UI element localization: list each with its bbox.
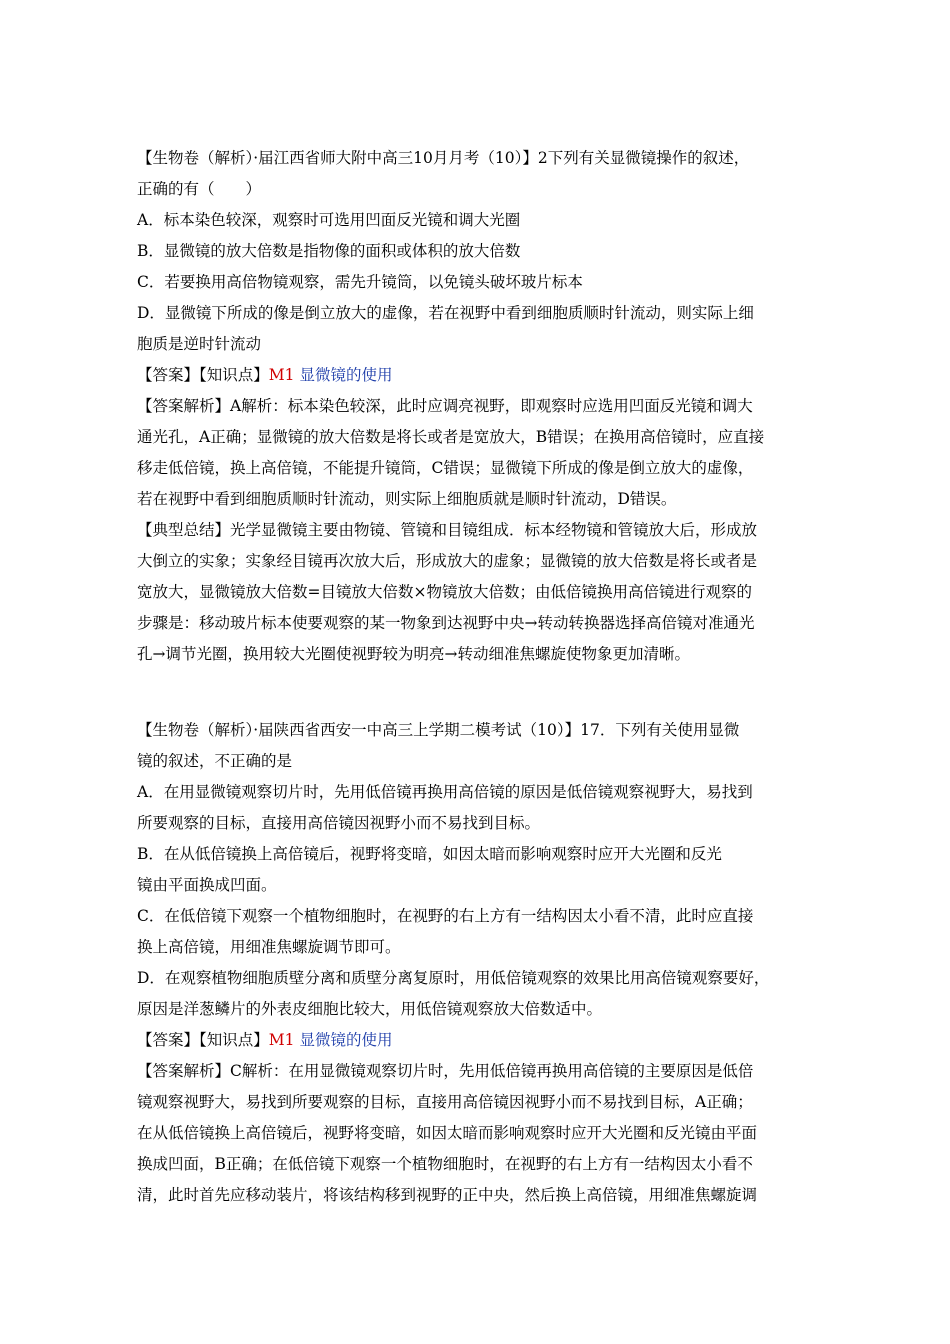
q2-analysis-line xyxy=(137,1056,827,1087)
q2-option-a-cont: 所要观察的目标，直接用高倍镜因视野小而不易找到目标。 xyxy=(137,814,541,832)
answer-label: 【答案】【知识点】 xyxy=(137,366,269,384)
q2-line: 镜的叙述，不正确的是 xyxy=(137,752,293,770)
analysis-text: C解析：在用显微镜观察切片时，先用低倍镜再换用高倍镜的主要原因是低倍 xyxy=(230,1062,754,1080)
q1-analysis-line: 若在视野中看到细胞质顺时针流动，则实际上细胞质就是顺时针流动，D错误。 xyxy=(137,490,677,508)
question-2 xyxy=(137,715,827,1211)
question-1 xyxy=(137,143,827,670)
analysis-label: 【答案解析】 xyxy=(137,397,231,415)
q2-option-c-cont: 换上高倍镜，用细准焦螺旋调节即可。 xyxy=(137,938,401,956)
summary-label: 【典型总结】 xyxy=(137,521,231,539)
q1-analysis-line: 移走低倍镜，换上高倍镜，不能提升镜筒，C错误；显微镜下所成的像是倒立放大的虚像， xyxy=(137,459,754,477)
q2-analysis-line: 镜观察视野大，易找到所要观察的目标，直接用高倍镜因视野小而不易找到目标，A正确； xyxy=(137,1093,753,1111)
summary-text: 光学显微镜主要由物镜、管镜和目镜组成．标本经物镜和管镜放大后，形成放 xyxy=(230,521,758,539)
q1-answer-line xyxy=(137,360,827,391)
q1-option-d-cont: 胞质是逆时针流动 xyxy=(137,335,262,353)
q1-line: 【生物卷（解析）·届江西省师大附中高三10月月考（10）】2下列有关显微镜操作的叙述， xyxy=(137,149,750,167)
q1-summary-line: 大倒立的实象；实象经目镜再次放大后，形成放大的虚象；显微镜的放大倍数是将长或者是 xyxy=(137,552,758,570)
knowledge-point-name: 显微镜的使用 xyxy=(299,1031,393,1049)
analysis-label: 【答案解析】 xyxy=(137,1062,231,1080)
q2-option-d-cont: 原因是洋葱鳞片的外表皮细胞比较大，用低倍镜观察放大倍数适中。 xyxy=(137,1000,603,1018)
analysis-text: A解析：标本染色较深，此时应调亮视野，即观察时应选用凹面反光镜和调大 xyxy=(230,397,753,415)
q1-summary-line: 步骤是：移动玻片标本使要观察的某一物象到达视野中央→转动转换器选择高倍镜对准通光 xyxy=(137,614,755,632)
answer-label: 【答案】【知识点】 xyxy=(137,1031,269,1049)
q1-analysis-line: 通光孔，A正确；显微镜的放大倍数是将长或者是宽放大，B错误；在换用高倍镜时，应直接 xyxy=(137,428,765,446)
knowledge-point-code: M1 xyxy=(268,1031,295,1049)
q2-option-b: B．在从低倍镜换上高倍镜后，视野将变暗，如因太暗而影响观察时应开大光圈和反光 xyxy=(137,845,722,863)
q1-option-c: C．若要换用高倍物镜观察，需先升镜筒，以免镜头破坏玻片标本 xyxy=(137,273,583,291)
q2-option-c: C．在低倍镜下观察一个植物细胞时，在视野的右上方有一结构因太小看不清，此时应直接 xyxy=(137,907,754,925)
q1-option-d: D．显微镜下所成的像是倒立放大的虚像，若在视野中看到细胞质顺时针流动，则实际上细 xyxy=(137,304,754,322)
q2-analysis-line: 换成凹面，B正确；在低倍镜下观察一个植物细胞时，在视野的右上方有一结构因太小看不 xyxy=(137,1155,753,1173)
q2-answer-line xyxy=(137,1025,827,1056)
q1-option-b: B．显微镜的放大倍数是指物像的面积或体积的放大倍数 xyxy=(137,242,521,260)
q2-option-a: A．在用显微镜观察切片时，先用低倍镜再换用高倍镜的原因是低倍镜观察视野大，易找到 xyxy=(137,783,753,801)
q2-line: 【生物卷（解析）·届陕西省西安一中高三上学期二模考试（10）】17．下列有关使用显微 xyxy=(137,721,740,739)
q1-summary-line: 孔→调节光圈，换用较大光圈使视野较为明亮→转动细准焦螺旋使物象更加清晰。 xyxy=(137,645,690,663)
q1-summary-line: 宽放大，显微镜放大倍数=目镜放大倍数×物镜放大倍数；由低倍镜换用高倍镜进行观察的 xyxy=(137,583,752,601)
q1-summary-line xyxy=(137,515,827,546)
q2-option-d: D．在观察植物细胞质壁分离和质壁分离复原时，用低倍镜观察的效果比用高倍镜观察要好， xyxy=(137,969,770,987)
q2-analysis-line: 清，此时首先应移动装片，将该结构移到视野的正中央，然后换上高倍镜，用细准焦螺旋调 xyxy=(137,1186,758,1204)
q1-analysis-line xyxy=(137,391,827,422)
q2-analysis-line: 在从低倍镜换上高倍镜后，视野将变暗，如因太暗而影响观察时应开大光圈和反光镜由平面 xyxy=(137,1124,758,1142)
q2-option-b-cont: 镜由平面换成凹面。 xyxy=(137,876,277,894)
q1-option-a: A．标本染色较深，观察时可选用凹面反光镜和调大光圈 xyxy=(137,211,521,229)
q1-line: 正确的有（ ） xyxy=(137,180,262,198)
knowledge-point-name: 显微镜的使用 xyxy=(299,366,393,384)
knowledge-point-code: M1 xyxy=(268,366,295,384)
